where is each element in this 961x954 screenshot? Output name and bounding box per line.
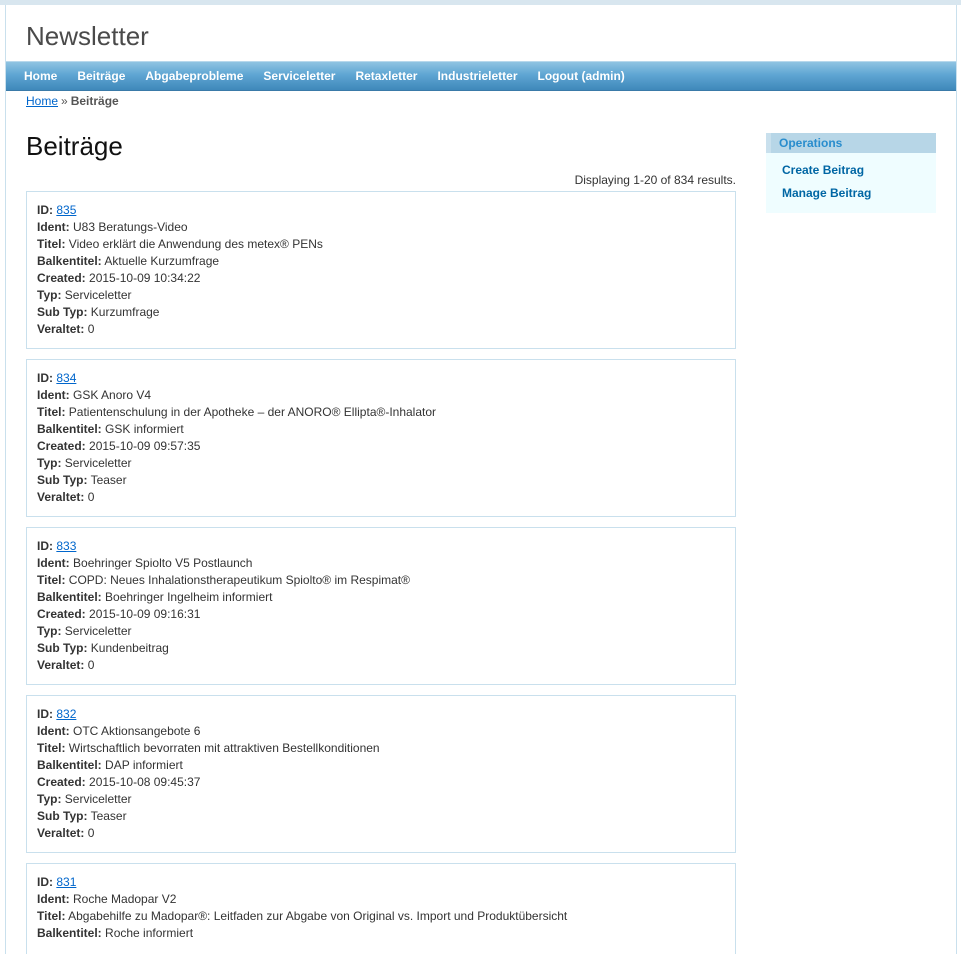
created-label: Created: [37, 775, 86, 789]
results-summary: Displaying 1-20 of 834 results. [574, 173, 736, 187]
item-id-link[interactable]: 835 [56, 203, 77, 217]
item-id-link[interactable]: 831 [56, 875, 77, 889]
veraltet-label: Veraltet: [37, 826, 85, 840]
breadcrumb-separator: » [61, 94, 68, 108]
ident-label: Ident: [37, 892, 70, 906]
veraltet-label: Veraltet: [37, 490, 85, 504]
titel-value: Patientenschulung in der Apotheke – der ANORO® Ellipta®-Inhalator [68, 405, 437, 419]
subtyp-value: Teaser [90, 809, 127, 823]
menu-item-abgabeprobleme[interactable]: Abgabeprobleme [145, 69, 244, 83]
menu-item-serviceletter[interactable]: Serviceletter [263, 69, 336, 83]
veraltet-value: 0 [87, 322, 95, 336]
item-id-link[interactable]: 834 [56, 371, 77, 385]
created-value: 2015-10-08 09:45:37 [89, 775, 201, 789]
veraltet-label: Veraltet: [37, 322, 85, 336]
page-title: Beiträge [26, 131, 123, 161]
balkentitel-label: Balkentitel: [37, 758, 102, 772]
breadcrumb-home-link[interactable]: Home [26, 94, 59, 108]
main-menu [6, 61, 956, 91]
balkentitel-label: Balkentitel: [37, 254, 102, 268]
operations-title: Operations [766, 133, 936, 153]
list-item [26, 695, 736, 853]
veraltet-value: 0 [87, 826, 95, 840]
balkentitel-value: Boehringer Ingelheim informiert [105, 590, 273, 604]
created-label: Created: [37, 271, 86, 285]
typ-value: Serviceletter [64, 624, 132, 638]
typ-label: Typ: [37, 792, 62, 806]
titel-label: Titel: [37, 573, 66, 587]
balkentitel-label: Balkentitel: [37, 590, 102, 604]
subtyp-label: Sub Typ: [37, 809, 88, 823]
subtyp-label: Sub Typ: [37, 473, 88, 487]
typ-value: Serviceletter [64, 456, 132, 470]
ident-value: U83 Beratungs-Video [73, 220, 188, 234]
page-container [5, 5, 957, 954]
veraltet-value: 0 [87, 490, 95, 504]
id-label: ID: [37, 875, 53, 889]
breadcrumb-current: Beiträge [70, 94, 119, 108]
list-item [26, 527, 736, 685]
subtyp-value: Kundenbeitrag [90, 641, 169, 655]
ident-value: GSK Anoro V4 [73, 388, 152, 402]
sidebar [766, 133, 936, 213]
id-label: ID: [37, 371, 53, 385]
ident-value: Boehringer Spiolto V5 Postlaunch [73, 556, 253, 570]
ident-label: Ident: [37, 724, 70, 738]
titel-label: Titel: [37, 909, 66, 923]
ident-label: Ident: [37, 556, 70, 570]
item-id-link[interactable]: 832 [56, 707, 77, 721]
ident-value: Roche Madopar V2 [73, 892, 177, 906]
menu-item-home[interactable]: Home [24, 69, 58, 83]
titel-value: Video erklärt die Anwendung des metex® PENs [68, 237, 323, 251]
breadcrumb [26, 94, 119, 108]
veraltet-value: 0 [87, 658, 95, 672]
titel-value: Abgabehilfe zu Madopar®: Leitfaden zur Abgabe von Original vs. Import und Produktübersicht [68, 909, 568, 923]
menu-item-logout[interactable]: Logout (admin) [537, 69, 625, 83]
list-item [26, 191, 736, 349]
id-label: ID: [37, 203, 53, 217]
menu-item-beitraege[interactable]: Beiträge [77, 69, 126, 83]
subtyp-value: Kurzumfrage [90, 305, 160, 319]
menu-item-retaxletter[interactable]: Retaxletter [355, 69, 418, 83]
balkentitel-value: Roche informiert [105, 926, 194, 940]
titel-value: Wirtschaftlich bevorraten mit attraktiven Bestellkonditionen [68, 741, 380, 755]
item-id-link[interactable]: 833 [56, 539, 77, 553]
subtyp-label: Sub Typ: [37, 641, 88, 655]
typ-label: Typ: [37, 288, 62, 302]
balkentitel-value: GSK informiert [105, 422, 184, 436]
balkentitel-value: Aktuelle Kurzumfrage [104, 254, 220, 268]
id-label: ID: [37, 707, 53, 721]
balkentitel-label: Balkentitel: [37, 422, 102, 436]
created-label: Created: [37, 439, 86, 453]
list-item [26, 863, 736, 954]
subtyp-label: Sub Typ: [37, 305, 88, 319]
typ-label: Typ: [37, 456, 62, 470]
site-logo: Newsletter [26, 21, 149, 51]
list-item [26, 359, 736, 517]
titel-label: Titel: [37, 405, 66, 419]
typ-value: Serviceletter [64, 288, 132, 302]
ident-value: OTC Aktionsangebote 6 [73, 724, 201, 738]
ident-label: Ident: [37, 220, 70, 234]
balkentitel-value: DAP informiert [105, 758, 183, 772]
create-beitrag-link[interactable]: Create Beitrag [782, 163, 865, 177]
main-content [26, 125, 736, 954]
veraltet-label: Veraltet: [37, 658, 85, 672]
created-value: 2015-10-09 09:16:31 [89, 607, 201, 621]
typ-value: Serviceletter [64, 792, 132, 806]
subtyp-value: Teaser [90, 473, 127, 487]
menu-item-industrieletter[interactable]: Industrieletter [437, 69, 518, 83]
titel-value: COPD: Neues Inhalationstherapeutikum Spiolto® im Respimat® [68, 573, 410, 587]
created-value: 2015-10-09 09:57:35 [89, 439, 201, 453]
operations-portlet [766, 133, 936, 213]
typ-label: Typ: [37, 624, 62, 638]
balkentitel-label: Balkentitel: [37, 926, 102, 940]
created-value: 2015-10-09 10:34:22 [89, 271, 201, 285]
ident-label: Ident: [37, 388, 70, 402]
id-label: ID: [37, 539, 53, 553]
titel-label: Titel: [37, 741, 66, 755]
manage-beitrag-link[interactable]: Manage Beitrag [782, 186, 872, 200]
titel-label: Titel: [37, 237, 66, 251]
created-label: Created: [37, 607, 86, 621]
